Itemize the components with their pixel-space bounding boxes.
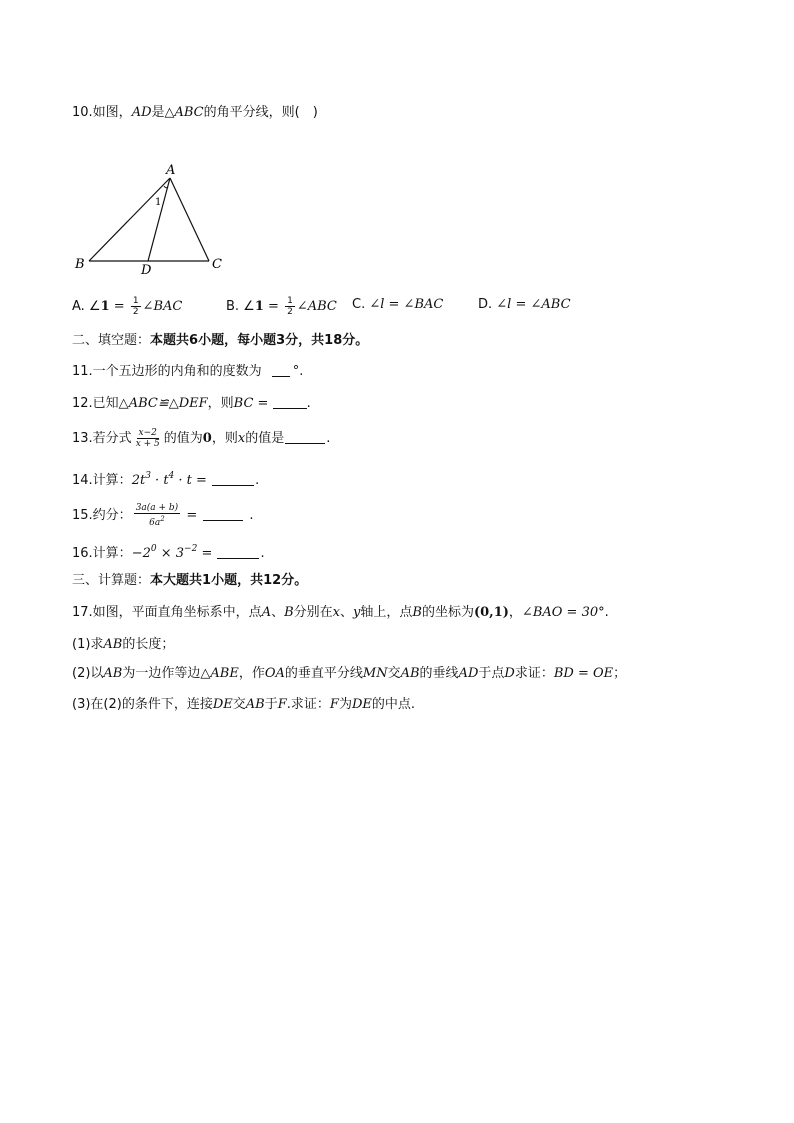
q17-text: 分别在 [293,605,333,620]
q10-abc: ABC [174,105,204,120]
q12-expr: ABC≌△DEF [128,396,208,411]
q17-var: B [284,605,294,620]
q17-p3-text: (3)在(2)的条件下，连接 [72,697,213,712]
q17-coord: (0,1) [473,605,509,620]
section-3-text: 本大题共 [150,573,203,588]
q17-p3-var: DE [351,697,372,712]
q17-p2-var: AB [103,666,123,681]
question-13 [72,428,330,449]
question-14 [72,467,259,490]
q17-p2-var: OA [264,666,285,681]
q15-text: 15.约分： [72,508,132,523]
section-2-num: 18 [324,333,343,348]
q17-text: 17.如图，平面直角坐标系中，点 [72,605,262,620]
q17-p3-var: F [329,697,339,712]
q17-p2-text: 的垂直平分线 [284,666,363,681]
q14-exp: 4 [168,471,175,481]
q12-bc: BC = [233,396,273,411]
q17-p3-var: AB [245,697,265,712]
option-b-den: 2 [287,307,293,317]
question-17-part-1 [72,636,174,654]
option-d-expr: ∠l = ∠ABC [496,297,571,312]
question-12 [72,395,311,413]
q17-angle: ∠BAO = 30° [521,605,605,620]
q13-blank [285,431,325,444]
section-2-text: 分，共 [285,333,325,348]
option-b-angle: ∠ABC [296,299,337,314]
q17-text: 、 [271,605,285,620]
label-c: C [212,257,222,272]
q15-den-exp: 2 [160,515,165,523]
q10-text: 是△ [151,105,175,120]
q13-text: 的值是 [245,431,285,446]
q13-text: ，则 [211,431,238,446]
q16-blank [217,546,259,559]
question-10-stem [72,104,318,122]
q10-ad: AD [131,105,152,120]
question-11 [72,363,303,381]
q13-end: . [326,431,331,446]
option-a-num: 1 [132,296,139,306]
question-16 [72,540,265,563]
option-b-prefix: B. ∠ [226,299,255,314]
q11-suffix: °. [292,364,304,379]
section-2-header [72,332,368,350]
q17-p2-text: 为一边作等边△ [122,666,211,681]
q17-p1-text: (1)求 [72,637,104,652]
q15-fraction [134,503,181,528]
section-3-title: 三、计算题： [72,573,151,588]
q17-p2-eq: BD = OE [553,666,614,681]
section-3-text: 分。 [281,573,308,588]
option-a-one: 1 [100,299,110,314]
section-3-text: 小题，共 [211,573,264,588]
q17-p3-var: F [277,697,287,712]
label-a: A [166,163,176,178]
q16-end: . [260,546,265,561]
q15-den: 6a [149,518,161,528]
option-c [352,296,443,314]
q14-exp: 3 [145,471,151,481]
q17-p2-text: 交 [387,666,401,681]
q12-blank [273,396,307,409]
q16-term: × 3 [156,546,185,561]
q12-text: 12.已知△ [72,396,129,411]
q17-p2-text: 于点 [478,666,505,681]
section-3-num: 1 [202,573,212,588]
q16-exp: −2 [184,544,198,554]
option-a-angle: ∠BAC [142,299,183,314]
q17-text: ， [508,605,522,620]
segment-ad [148,178,170,261]
q12-text: ，则 [207,396,234,411]
q17-var: A [261,605,272,620]
q13-x: x [237,431,246,446]
option-b-eq: = [263,299,284,314]
q13-text: 的值为 [163,431,203,446]
question-17-part-3 [72,696,415,714]
option-b-one: 1 [254,299,264,314]
q17-text: 的坐标为 [421,605,474,620]
triangle-figure [72,160,232,280]
option-a-eq: = [109,299,129,314]
option-c-prefix: C. [352,297,370,312]
section-2-num: 6 [189,333,199,348]
q17-p2-text: ，作 [238,666,265,681]
q10-text: 10.如图， [72,105,132,120]
q17-text: 轴上，点 [360,605,413,620]
q17-p3-text: .求证： [286,697,330,712]
q17-var: B [412,605,422,620]
q17-p2-var: AD [458,666,479,681]
question-17-part-2 [72,665,626,683]
q15-blank [203,508,243,521]
section-2-text: 本题共 [150,333,190,348]
q17-p2-var: D [504,666,515,681]
q11-text: 11.一个五边形的内角和的度数为 [72,364,262,379]
side-ac [170,178,209,261]
q16-eq: = [197,546,217,561]
q17-var: y [353,605,361,620]
section-2-title: 二、填空题： [72,333,151,348]
q17-p2-text: 的垂线 [419,666,459,681]
q17-p2-var: AB [400,666,420,681]
option-d [478,296,571,314]
q16-exp: 0 [150,544,157,554]
q17-p3-text: 交 [232,697,246,712]
q17-end: . [604,605,609,620]
q17-p2-end: ； [613,666,627,681]
q12-end: . [306,396,311,411]
q17-p2-text: (2)以 [72,666,104,681]
q16-text: 16.计算： [72,546,132,561]
q17-p1-text: 的长度； [122,637,175,652]
q15-num: 3a(a + b) [135,503,179,513]
q17-p3-text: 为 [338,697,352,712]
q17-p1-var: AB [103,637,123,652]
q17-p3-text: 的中点. [371,697,416,712]
section-2-text: 小题，每小题 [198,333,277,348]
q14-base: 2t [131,473,146,488]
option-d-prefix: D. [478,297,497,312]
q13-zero: 0 [202,431,212,446]
option-a-den: 2 [132,307,139,317]
option-b-num: 1 [287,296,293,306]
q13-text: 13.若分式 [72,431,132,446]
option-c-expr: ∠l = ∠BAC [369,297,444,312]
question-17-stem [72,604,609,622]
option-b [226,296,337,317]
q14-text: 14.计算： [72,473,132,488]
q11-blank [272,364,290,377]
option-a-prefix: A. ∠ [72,299,101,314]
label-angle-1: 1 [155,197,162,208]
question-15 [72,503,254,528]
q14-term: · t = [174,473,212,488]
q15-end: . [249,508,254,523]
q15-eq: = [182,508,202,523]
option-a [72,296,182,317]
label-b: B [75,257,85,272]
q17-text: 、 [340,605,354,620]
q17-p2-var: ABE [210,666,239,681]
option-b-fraction [285,296,295,317]
section-3-num: 12 [263,573,282,588]
q17-var: x [332,605,341,620]
q17-p2-text: 求证： [514,666,554,681]
q13-num: x−2 [138,428,157,438]
q17-p3-var: DE [212,697,233,712]
section-2-text: 分。 [342,333,369,348]
q17-p3-text: 于 [264,697,278,712]
q13-den: x + 5 [135,439,160,449]
q14-blank [212,473,254,486]
q17-p2-var: MN [362,666,388,681]
side-ab [89,178,170,261]
option-a-fraction [131,296,141,317]
q16-term: −2 [131,546,151,561]
section-3-header [72,572,307,590]
q10-text: 的角平分线，则( ) [203,105,318,120]
q14-term: · t [150,473,169,488]
section-2-num: 3 [276,333,286,348]
q14-end: . [255,473,260,488]
label-d: D [141,263,152,278]
q13-fraction [134,428,162,449]
